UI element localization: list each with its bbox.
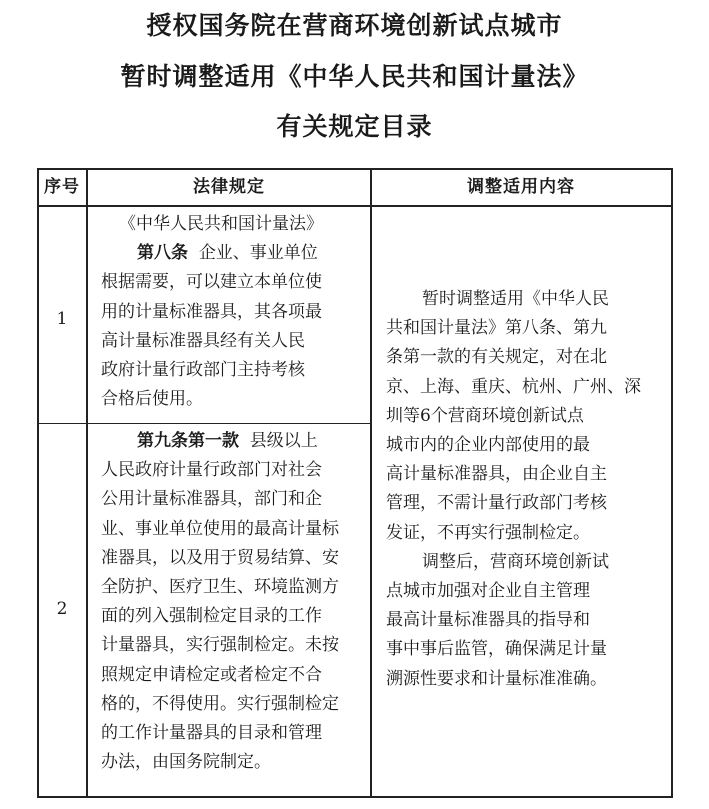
- article-9-line: 业、事业单位使用的最高计量标: [101, 518, 339, 539]
- article-9-line: 面的列入强制检定目录的工作: [101, 606, 322, 627]
- article-8-line: 用的计量标准器具，其各项最: [101, 301, 322, 322]
- adjustment-line: 圳等6个营商环境创新试点: [386, 405, 584, 426]
- adjustment-line: 最高计量标准器具的指导和: [386, 610, 590, 631]
- table-right-border: [671, 168, 673, 798]
- header-legal-provision: 法律规定: [193, 177, 265, 197]
- adjustment-line: 调整后，营商环境创新试: [422, 551, 609, 572]
- article-8-line: 根据需要，可以建立本单位使: [101, 272, 322, 293]
- article-9-line: 公用计量标准器具，部门和企: [101, 489, 322, 510]
- document-title-line-2: 暂时调整适用《中华人民共和国计量法》: [120, 62, 589, 91]
- table-left-border: [37, 168, 39, 798]
- row-1-number: 1: [56, 309, 68, 329]
- article-9-line: 格的，不得使用。实行强制检定: [101, 693, 339, 714]
- article-8-line: 高计量标准器具经有关人民: [101, 330, 305, 351]
- adjustment-line: 高计量标准器具，由企业自主: [386, 464, 607, 485]
- row-2-number: 2: [56, 599, 68, 619]
- header-adjusted-content: 调整适用内容: [467, 177, 575, 197]
- article-8-line: 合格后使用。: [101, 389, 203, 410]
- article-9-line: 照规定申请检定或者检定不合: [101, 664, 322, 685]
- row-2-law-text: [101, 427, 339, 777]
- document-title-line-3: 有关规定目录: [276, 112, 433, 141]
- adjustment-line: 发证，不再实行强制检定。: [386, 522, 590, 543]
- row-1-law-text: [101, 210, 323, 414]
- adjustment-line: 溯源性要求和计量标准准确。: [386, 668, 607, 689]
- article-8-line: 政府计量行政部门主持考核: [101, 360, 305, 381]
- article-9-heading: 第九条第一款: [137, 431, 239, 451]
- adjustment-line: 点城市加强对企业自主管理: [386, 581, 590, 602]
- regulation-table: [37, 168, 673, 798]
- adjustment-line: 暂时调整适用《中华人民: [422, 289, 609, 309]
- law-name: 《中华人民共和国计量法》: [119, 214, 323, 234]
- column-divider-1: [86, 168, 88, 798]
- article-9-line: 办法，由国务院制定。: [101, 752, 271, 773]
- article-9-line: 准器具，以及用于贸易结算、安: [101, 547, 339, 568]
- document-title-line-1: 授权国务院在营商环境创新试点城市: [146, 11, 563, 40]
- article-9-line: 的工作计量器具的目录和管理: [101, 723, 322, 744]
- adjustment-content-text: [386, 285, 641, 694]
- adjustment-line: 共和国计量法》第八条、第九: [386, 318, 607, 339]
- article-8-line: 企业、事业单位: [198, 243, 318, 264]
- article-9-line: 县级以上: [249, 431, 318, 451]
- column-divider-2: [370, 168, 372, 798]
- article-9-line: 人民政府计量行政部门对社会: [101, 460, 322, 481]
- adjustment-line: 管理，不需计量行政部门考核: [386, 493, 607, 514]
- table-bottom-border: [37, 796, 673, 798]
- article-8-heading: 第八条: [137, 243, 188, 264]
- adjustment-line: 条第一款的有关规定，对在北: [386, 347, 607, 368]
- article-9-line: 计量器具，实行强制检定。未按: [101, 635, 339, 656]
- article-9-line: 全防护、医疗卫生、环境监测方: [101, 577, 339, 598]
- header-serial-number: 序号: [44, 177, 80, 197]
- adjustment-line: 京、上海、重庆、杭州、广州、深: [386, 376, 641, 397]
- adjustment-line: 事中事后监管，确保满足计量: [386, 639, 607, 660]
- adjustment-line: 城市内的企业内部使用的最: [386, 435, 590, 456]
